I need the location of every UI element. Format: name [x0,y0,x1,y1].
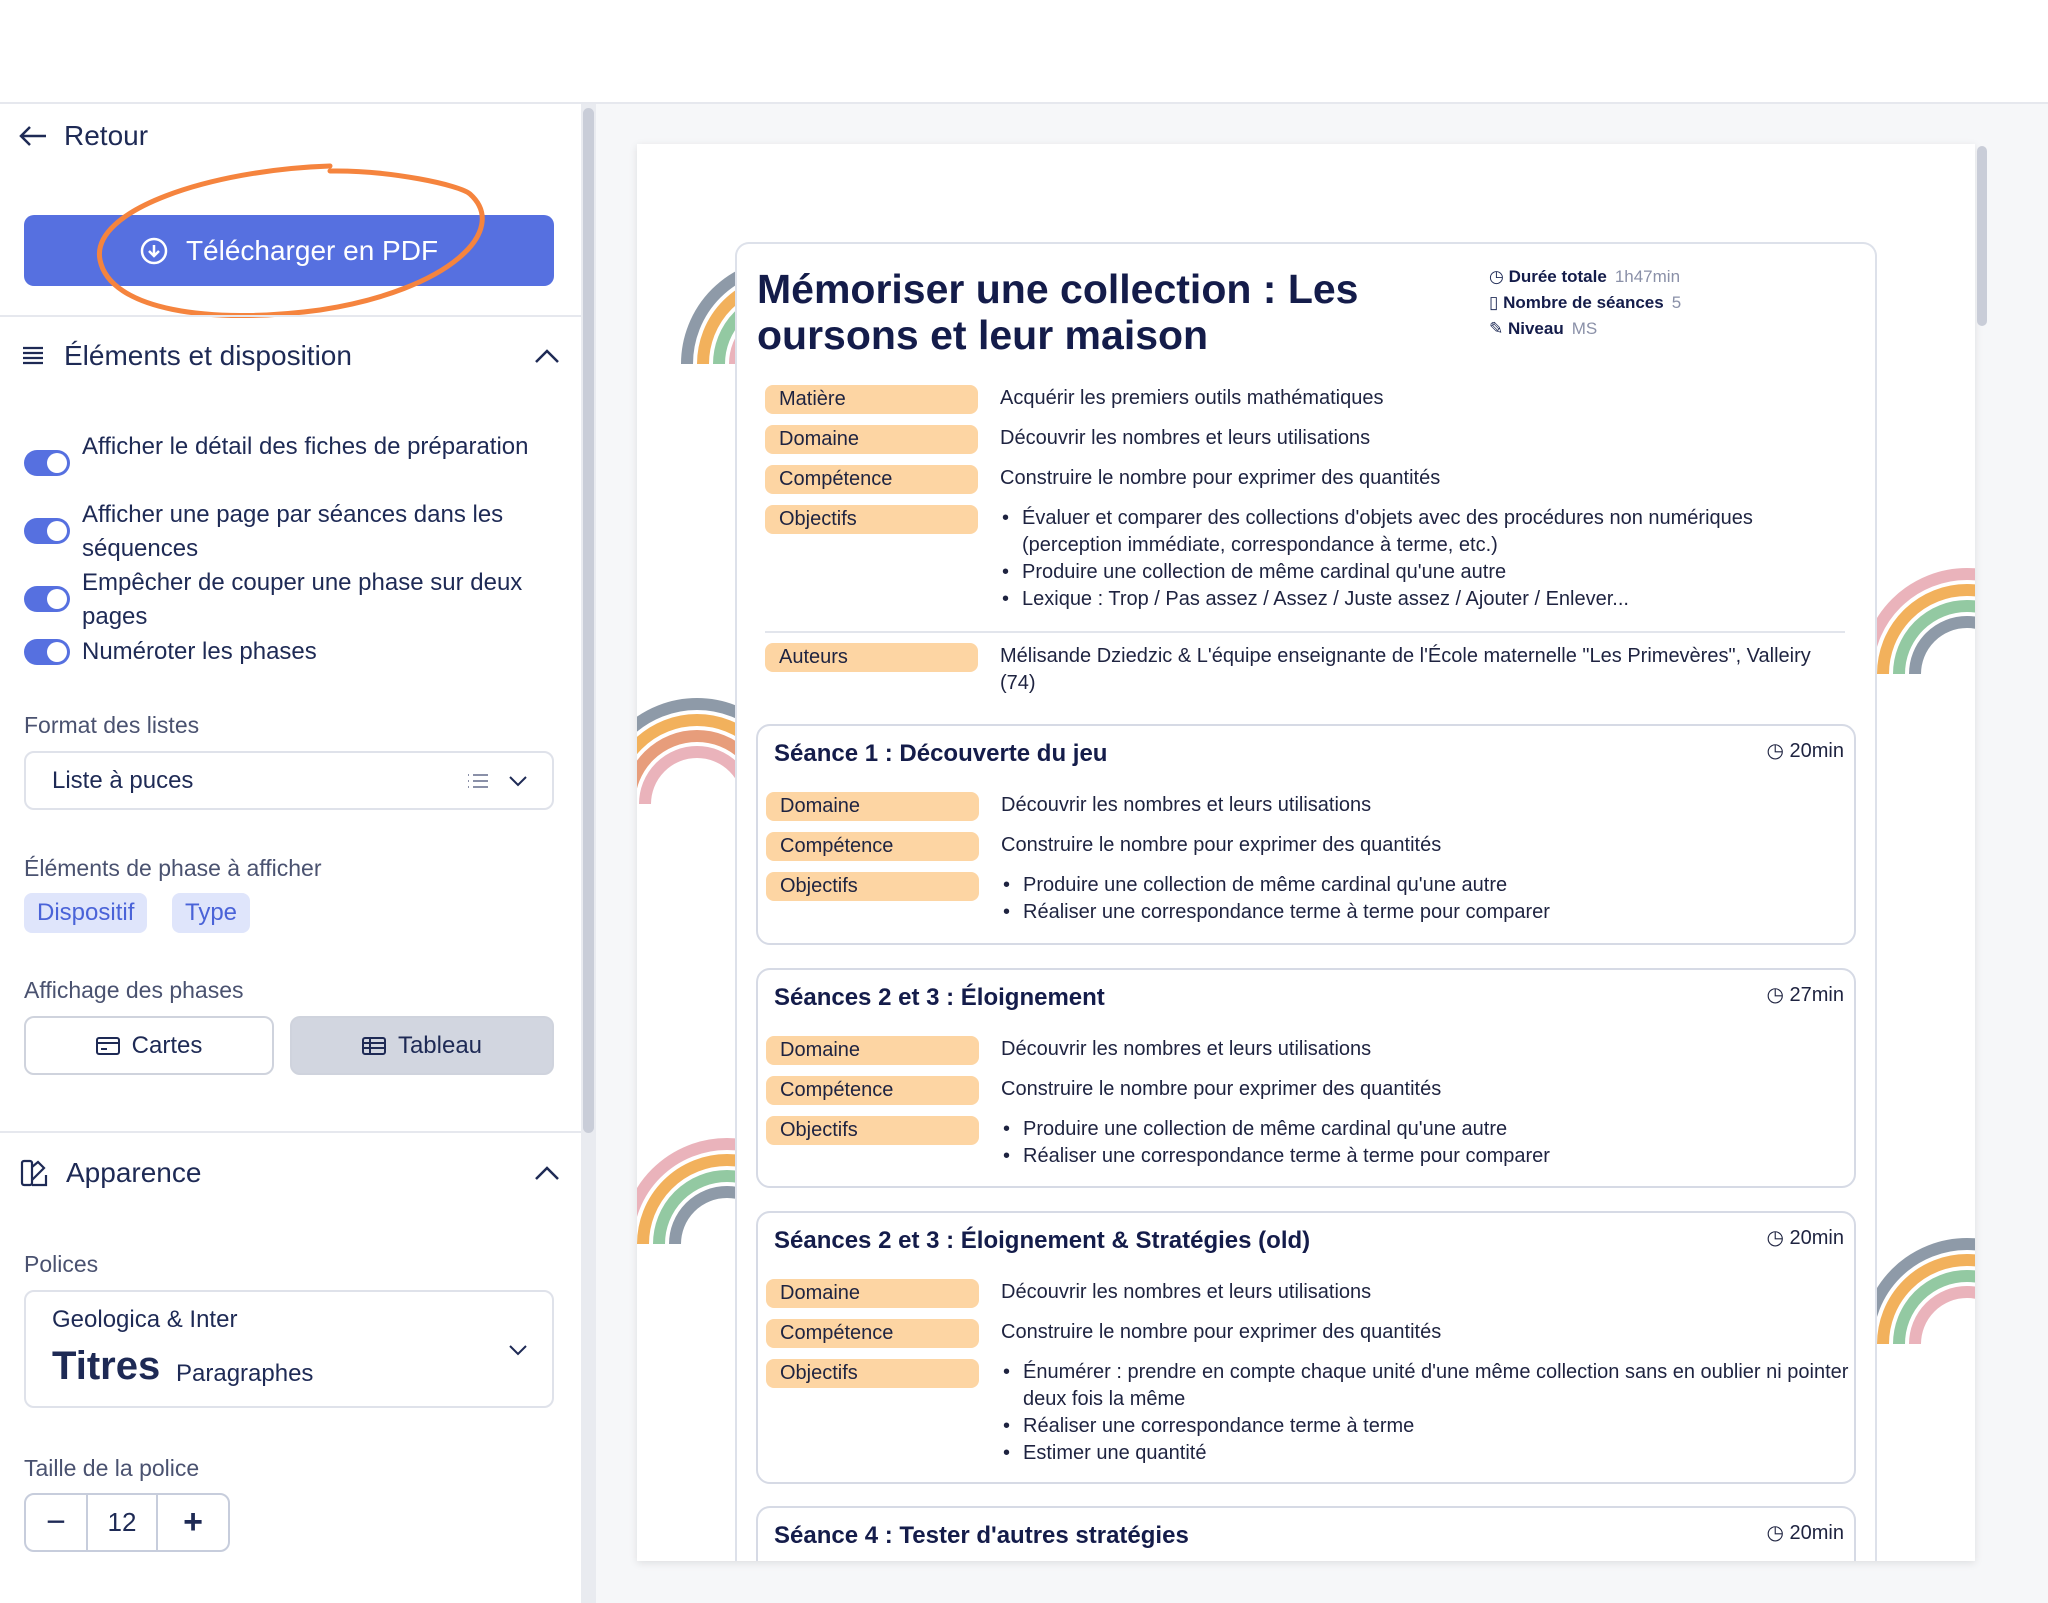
list-lines-icon [20,344,46,368]
palette-icon [20,1159,48,1187]
list-format-select[interactable] [24,751,554,810]
row-label: Domaine [765,425,978,454]
meta-level [1489,316,1681,342]
objective-item: • Réaliser une correspondance terme à terme [1001,1413,1851,1440]
row-value: Mélisande Dziedzic & L'équipe enseignante de l'École maternelle "Les Primevères", Valleiry (74) [1000,645,1811,694]
duration-value: 20min [1789,1522,1844,1544]
row-value: Construire le nombre pour exprimer des quantités [1001,1321,1442,1343]
meta-value: 1h47min [1614,267,1681,286]
pdf-preview-page [637,144,1975,1561]
session-duration [1767,1225,1845,1250]
chevron-up-icon[interactable] [534,1165,560,1181]
meta-label: Niveau [1507,319,1564,338]
clock-icon: ◷ [1489,267,1509,286]
chip-type[interactable]: Type [172,893,250,933]
session-duration [1767,1520,1845,1545]
row-domaine [766,792,1866,821]
appearance-section-header[interactable] [20,1157,560,1189]
section-title: Apparence [66,1157,202,1188]
row-domaine [765,425,1865,454]
clock-icon: ◷ [1766,740,1790,762]
row-value: Construire le nombre pour exprimer des quantités [1001,1078,1442,1100]
row-label: Domaine [766,792,979,821]
row-objectifs [766,872,1866,926]
row-label: Domaine [766,1279,979,1308]
increase-button[interactable]: + [183,1503,203,1541]
row-label: Matière [765,385,978,414]
row-value: Découvrir les nombres et leurs utilisations [1000,427,1371,449]
title-font-sample: Titres [52,1344,161,1388]
row-competence [766,1319,1866,1348]
chevron-down-icon [508,775,528,787]
row-value: Découvrir les nombres et leurs utilisations [1001,1038,1372,1060]
row-competence [765,465,1865,494]
row-label: Domaine [766,1036,979,1065]
meta-duration [1489,264,1681,290]
phase-display-label: Affichage des phases [24,977,244,1003]
toggle-label: Numéroter les phases [82,638,317,665]
toggle-no-split-phase[interactable] [24,566,554,634]
session-title: Séances 2 et 3 : Éloignement & Stratégies (old) [774,1227,1311,1254]
objective-item: • Lexique : Trop / Pas assez / Assez / Juste assez / Ajouter / Enlever... [1000,586,1850,613]
fonts-select[interactable] [24,1290,554,1408]
row-competence [766,832,1866,861]
row-competence [766,1076,1866,1105]
meta-sessions [1489,290,1681,316]
divider [0,1131,581,1133]
meta-label: Durée totale [1508,267,1607,286]
toggle-number-phases[interactable] [24,635,554,669]
objective-item: • Énumérer : prendre en compte chaque unité d'une même collection sans en oublier ni pointer deux fois la même [1001,1359,1851,1413]
bullet-list-icon [466,771,490,791]
chevron-down-icon [508,1344,528,1356]
divider [0,315,581,317]
meta-value: 5 [1671,293,1682,312]
table-option-button[interactable] [290,1016,554,1075]
download-label: Télécharger en PDF [185,234,439,266]
toggle-switch[interactable] [24,450,70,476]
row-label: Compétence [765,465,978,494]
row-label: Compétence [766,1319,979,1348]
level-icon: ✎ [1489,319,1508,338]
toggle-switch[interactable] [24,586,70,612]
objective-item: • Évaluer et comparer des collections d'objets avec des procédures non numériques (perception immédiate, correspondance à terme, etc.) [1000,505,1850,559]
row-objectifs [766,1116,1866,1170]
chip-dispositif[interactable]: Dispositif [24,893,147,933]
chevron-up-icon[interactable] [534,348,560,364]
row-domaine [766,1279,1866,1308]
row-label: Objectifs [766,1116,979,1145]
option-label: Cartes [131,1031,203,1059]
fonts-label: Polices [24,1251,99,1277]
back-link[interactable] [18,120,148,152]
session-title: Séance 1 : Découverte du jeu [774,740,1108,767]
arrow-left-icon [18,124,48,148]
list-format-label: Format des listes [24,712,200,738]
objective-item: • Produire une collection de même cardinal qu'une autre [1000,559,1850,586]
row-value: Acquérir les premiers outils mathématiques [1000,387,1384,409]
clock-icon: ◷ [1766,1522,1790,1544]
sequence-title: Mémoriser une collection : Les oursons et leur maison [757,266,1359,358]
fonts-value: Geologica & Inter [52,1306,238,1333]
preview-scrollbar[interactable] [1977,146,1987,326]
objective-item: • Produire une collection de même cardinal qu'une autre [1001,1116,1851,1143]
section-title: Éléments et disposition [64,340,352,371]
sidebar-scrollbar-thumb[interactable] [583,108,594,1133]
download-pdf-button[interactable] [24,215,554,286]
row-label: Objectifs [766,1359,979,1388]
duration-value: 20min [1789,740,1844,762]
row-label: Compétence [766,832,979,861]
font-size-label: Taille de la police [24,1455,200,1481]
decrease-button[interactable]: − [26,1495,88,1550]
document-icon: ▯ [1489,293,1504,312]
table-icon [362,1037,386,1055]
toggle-switch[interactable] [24,639,70,665]
top-bar [0,0,2048,104]
option-label: Tableau [397,1031,483,1059]
divider [765,631,1845,633]
toggle-detail[interactable] [24,430,554,476]
row-objectifs [765,505,1865,613]
sequence-card [735,242,1877,1561]
duration-value: 27min [1789,984,1844,1006]
row-value: Découvrir les nombres et leurs utilisations [1001,794,1372,816]
objective-item: • Produire une collection de même cardinal qu'une autre [1001,872,1851,899]
session-card [756,968,1856,1188]
sequence-meta [1489,264,1681,342]
row-objectifs [766,1359,1866,1467]
meta-value: MS [1571,319,1598,338]
row-value: Construire le nombre pour exprimer des quantités [1000,467,1441,489]
session-card [756,724,1856,945]
session-title: Séances 2 et 3 : Éloignement [774,984,1105,1011]
select-value: Liste à puces [52,767,194,794]
row-label: Objectifs [765,505,978,534]
cards-option-button[interactable] [24,1016,274,1075]
clock-icon: ◷ [1766,984,1790,1006]
download-icon [140,237,168,265]
objective-item: • Réaliser une correspondance terme à terme pour comparer [1001,899,1851,926]
duration-value: 20min [1789,1227,1844,1249]
clock-icon: ◷ [1766,1227,1790,1249]
row-label: Compétence [766,1076,979,1105]
session-duration [1767,738,1845,763]
layout-section-header[interactable] [20,340,560,372]
row-auteurs [765,643,1865,697]
row-domaine [766,1036,1866,1065]
session-card [756,1506,1856,1561]
row-value: Découvrir les nombres et leurs utilisations [1001,1281,1372,1303]
font-size-stepper [24,1493,230,1552]
toggle-label: Afficher le détail des fiches de préparation [82,433,529,460]
paragraph-font-sample: Paragraphes [176,1360,314,1387]
back-label: Retour [64,120,149,151]
row-label: Auteurs [765,643,978,672]
objective-item: • Estimer une quantité [1001,1440,1851,1467]
toggle-page-per-session[interactable] [24,498,554,566]
row-value: Construire le nombre pour exprimer des quantités [1001,834,1442,856]
toggle-label: Afficher une page par séances dans les séquences [82,501,504,562]
card-icon [96,1037,120,1055]
objective-item: • Réaliser une correspondance terme à terme pour comparer [1001,1143,1851,1170]
session-card [756,1211,1856,1484]
font-size-value[interactable]: 12 [88,1495,158,1550]
row-label: Objectifs [766,872,979,901]
session-title: Séance 4 : Tester d'autres stratégies [774,1522,1189,1549]
toggle-label: Empêcher de couper une phase sur deux pages [82,569,523,630]
session-duration [1767,982,1845,1007]
phase-elements-label: Éléments de phase à afficher [24,855,322,881]
row-matiere [765,385,1865,414]
toggle-switch[interactable] [24,518,70,544]
meta-label: Nombre de séances [1503,293,1664,312]
